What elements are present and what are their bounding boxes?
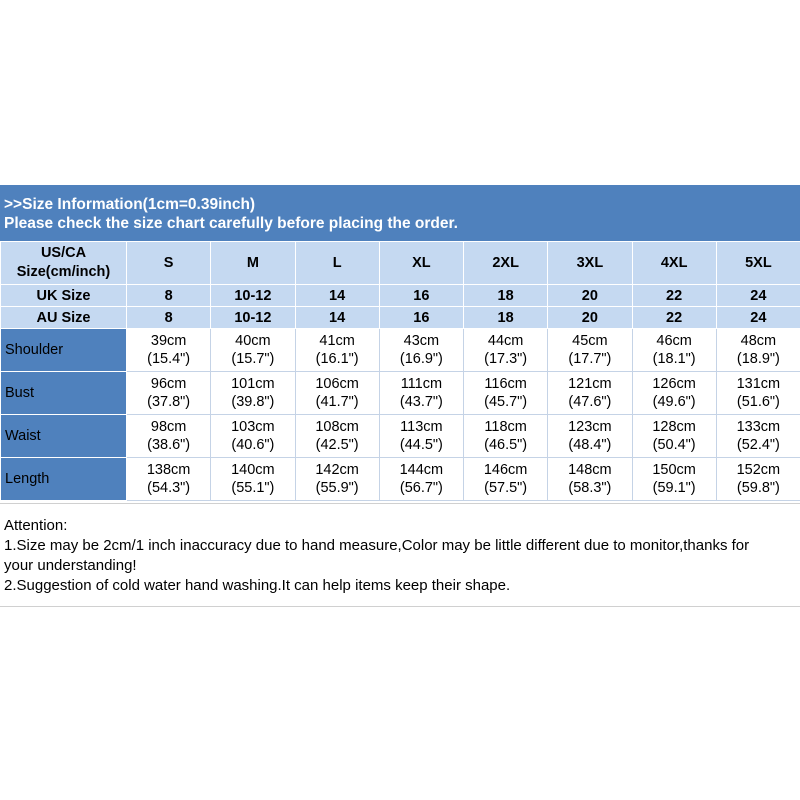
measurement-cm: 106cm [315, 376, 359, 392]
measurement-label: Length [1, 458, 127, 501]
measurement-cell [464, 415, 548, 458]
size-info-instruction: Please check the size chart carefully before placing the order. [4, 215, 458, 232]
measurement-cm: 144cm [399, 462, 444, 478]
measurement-inch: (38.6") [147, 437, 191, 453]
measurement-cell [211, 458, 295, 501]
au-size-cell: 16 [379, 307, 463, 329]
measurement-cell [464, 329, 548, 372]
measurement-inch: (56.7") [399, 480, 443, 496]
measurement-cell [211, 415, 295, 458]
au-size-cell: 14 [295, 307, 379, 329]
uk-size-row [1, 285, 800, 307]
measurement-cm: 101cm [231, 376, 275, 392]
measurement-cell [464, 458, 548, 501]
measurement-inch: (50.4") [652, 437, 696, 453]
measurement-cell [548, 372, 632, 415]
attention-notes [0, 503, 800, 607]
measurement-cell [127, 415, 211, 458]
uk-size-cell: 14 [295, 285, 379, 307]
au-size-label: AU Size [1, 307, 127, 329]
measurement-cell [379, 458, 463, 501]
attention-note-1-line-2: your understanding! [4, 557, 137, 574]
measurement-inch: (18.9") [736, 351, 780, 367]
measurement-inch: (43.7") [399, 394, 443, 410]
measurement-inch: (47.6") [568, 394, 612, 410]
measurement-cm: 43cm [403, 333, 440, 349]
measurement-row [1, 372, 800, 415]
au-size-cell: 20 [548, 307, 632, 329]
measurement-inch: (39.8") [231, 394, 275, 410]
corner-label-us: US/CA [40, 245, 87, 261]
uk-size-cell: 22 [632, 285, 716, 307]
measurement-cm: 131cm [736, 376, 781, 392]
measurement-row [1, 458, 800, 501]
measurement-cm: 98cm [150, 419, 187, 435]
au-size-cell: 10-12 [211, 307, 295, 329]
measurement-inch: (18.1") [652, 351, 696, 367]
measurement-cm: 44cm [487, 333, 524, 349]
size-info-header [0, 185, 800, 241]
size-table [0, 241, 800, 501]
uk-size-cell: 20 [548, 285, 632, 307]
measurement-inch: (55.1") [231, 480, 275, 496]
uk-size-cell: 10-12 [211, 285, 295, 307]
measurement-inch: (51.6") [736, 394, 780, 410]
attention-note-2: 2.Suggestion of cold water hand washing.It can help items keep their shape. [4, 577, 511, 594]
size-header-cell: M [211, 242, 295, 285]
measurement-cm: 118cm [484, 419, 527, 435]
measurement-cell [716, 329, 800, 372]
measurement-cell [716, 372, 800, 415]
measurement-cell [632, 415, 716, 458]
measurement-cm: 146cm [483, 462, 528, 478]
measurement-cm: 133cm [736, 419, 781, 435]
corner-label-unit: Size(cm/inch) [16, 264, 111, 280]
measurement-cm: 46cm [656, 333, 692, 349]
measurement-cell [379, 372, 463, 415]
au-size-row [1, 307, 800, 329]
measurement-cell [211, 372, 295, 415]
uk-size-cell: 8 [127, 285, 211, 307]
au-size-cell: 8 [127, 307, 211, 329]
measurement-inch: (37.8") [147, 394, 191, 410]
measurement-cell [379, 415, 463, 458]
size-header-cell: S [127, 242, 211, 285]
measurement-cm: 116cm [484, 376, 527, 392]
measurement-inch: (17.3") [484, 351, 528, 367]
measurement-cm: 41cm [319, 333, 355, 349]
measurement-inch: (16.1") [315, 351, 359, 367]
measurement-inch: (44.5") [399, 437, 443, 453]
measurement-inch: (45.7") [484, 394, 528, 410]
measurement-inch: (55.9") [315, 480, 359, 496]
measurement-cm: 121cm [568, 376, 612, 392]
measurement-label: Shoulder [1, 329, 127, 372]
measurement-inch: (57.5") [484, 480, 528, 496]
measurement-label: Bust [1, 372, 127, 415]
measurement-cm: 39cm [150, 333, 187, 349]
measurement-inch: (59.8") [736, 480, 780, 496]
measurement-cell [716, 415, 800, 458]
corner-cell [1, 242, 127, 285]
size-chart [0, 185, 800, 607]
size-header-cell: 4XL [632, 242, 716, 285]
measurement-cm: 111cm [400, 376, 443, 392]
measurement-cell [211, 329, 295, 372]
size-header-cell: XL [379, 242, 463, 285]
measurement-cell [632, 372, 716, 415]
measurement-cell [127, 458, 211, 501]
size-header-cell: 5XL [716, 242, 800, 285]
measurement-cell [548, 329, 632, 372]
measurement-cell [548, 458, 632, 501]
measurement-row [1, 415, 800, 458]
measurement-cm: 138cm [146, 462, 191, 478]
measurement-cell [548, 415, 632, 458]
uk-size-cell: 16 [379, 285, 463, 307]
uk-size-cell: 24 [716, 285, 800, 307]
measurement-cm: 96cm [150, 376, 187, 392]
measurement-cm: 113cm [400, 419, 443, 435]
measurement-cm: 40cm [235, 333, 271, 349]
uk-size-label: UK Size [1, 285, 127, 307]
measurement-inch: (58.3") [568, 480, 612, 496]
size-info-title: >>Size Information(1cm=0.39inch) [4, 196, 256, 213]
measurement-inch: (41.7") [315, 394, 359, 410]
measurement-inch: (15.4") [147, 351, 191, 367]
measurement-inch: (54.3") [147, 480, 191, 496]
uk-size-cell: 18 [464, 285, 548, 307]
au-size-cell: 18 [464, 307, 548, 329]
measurement-cm: 48cm [740, 333, 777, 349]
measurement-cell [295, 372, 379, 415]
measurement-inch: (49.6") [652, 394, 696, 410]
measurement-cm: 140cm [231, 462, 275, 478]
measurement-cm: 148cm [568, 462, 612, 478]
measurement-cell [632, 458, 716, 501]
size-header-cell: 2XL [464, 242, 548, 285]
measurement-cell [127, 372, 211, 415]
attention-title: Attention: [4, 517, 68, 534]
measurement-cm: 150cm [652, 462, 696, 478]
au-size-cell: 22 [632, 307, 716, 329]
attention-note-1-line-1: 1.Size may be 2cm/1 inch inaccuracy due to hand measure,Color may be little different due to monitor,thanks for [4, 537, 750, 554]
measurement-inch: (42.5") [315, 437, 359, 453]
measurement-row [1, 329, 800, 372]
measurement-cell [127, 329, 211, 372]
measurement-inch: (59.1") [652, 480, 696, 496]
measurement-cell [632, 329, 716, 372]
us-size-row [1, 242, 800, 285]
measurement-cell [295, 329, 379, 372]
size-header-cell: L [295, 242, 379, 285]
measurement-cm: 108cm [315, 419, 359, 435]
size-header-cell: 3XL [548, 242, 632, 285]
measurement-inch: (16.9") [399, 351, 443, 367]
measurement-inch: (17.7") [568, 351, 612, 367]
measurement-cm: 142cm [315, 462, 359, 478]
measurement-cell [295, 458, 379, 501]
measurement-label: Waist [1, 415, 127, 458]
measurement-inch: (52.4") [736, 437, 780, 453]
measurement-cm: 123cm [568, 419, 612, 435]
measurement-cell [464, 372, 548, 415]
au-size-cell: 24 [716, 307, 800, 329]
measurement-inch: (46.5") [484, 437, 528, 453]
measurement-cm: 126cm [652, 376, 696, 392]
measurement-inch: (15.7") [231, 351, 275, 367]
measurement-cell [379, 329, 463, 372]
measurement-cm: 103cm [231, 419, 275, 435]
measurement-inch: (40.6") [231, 437, 275, 453]
measurement-cell [295, 415, 379, 458]
measurement-cm: 45cm [572, 333, 608, 349]
measurement-cm: 152cm [736, 462, 781, 478]
measurement-inch: (48.4") [568, 437, 612, 453]
measurement-cm: 128cm [652, 419, 696, 435]
measurement-cell [716, 458, 800, 501]
